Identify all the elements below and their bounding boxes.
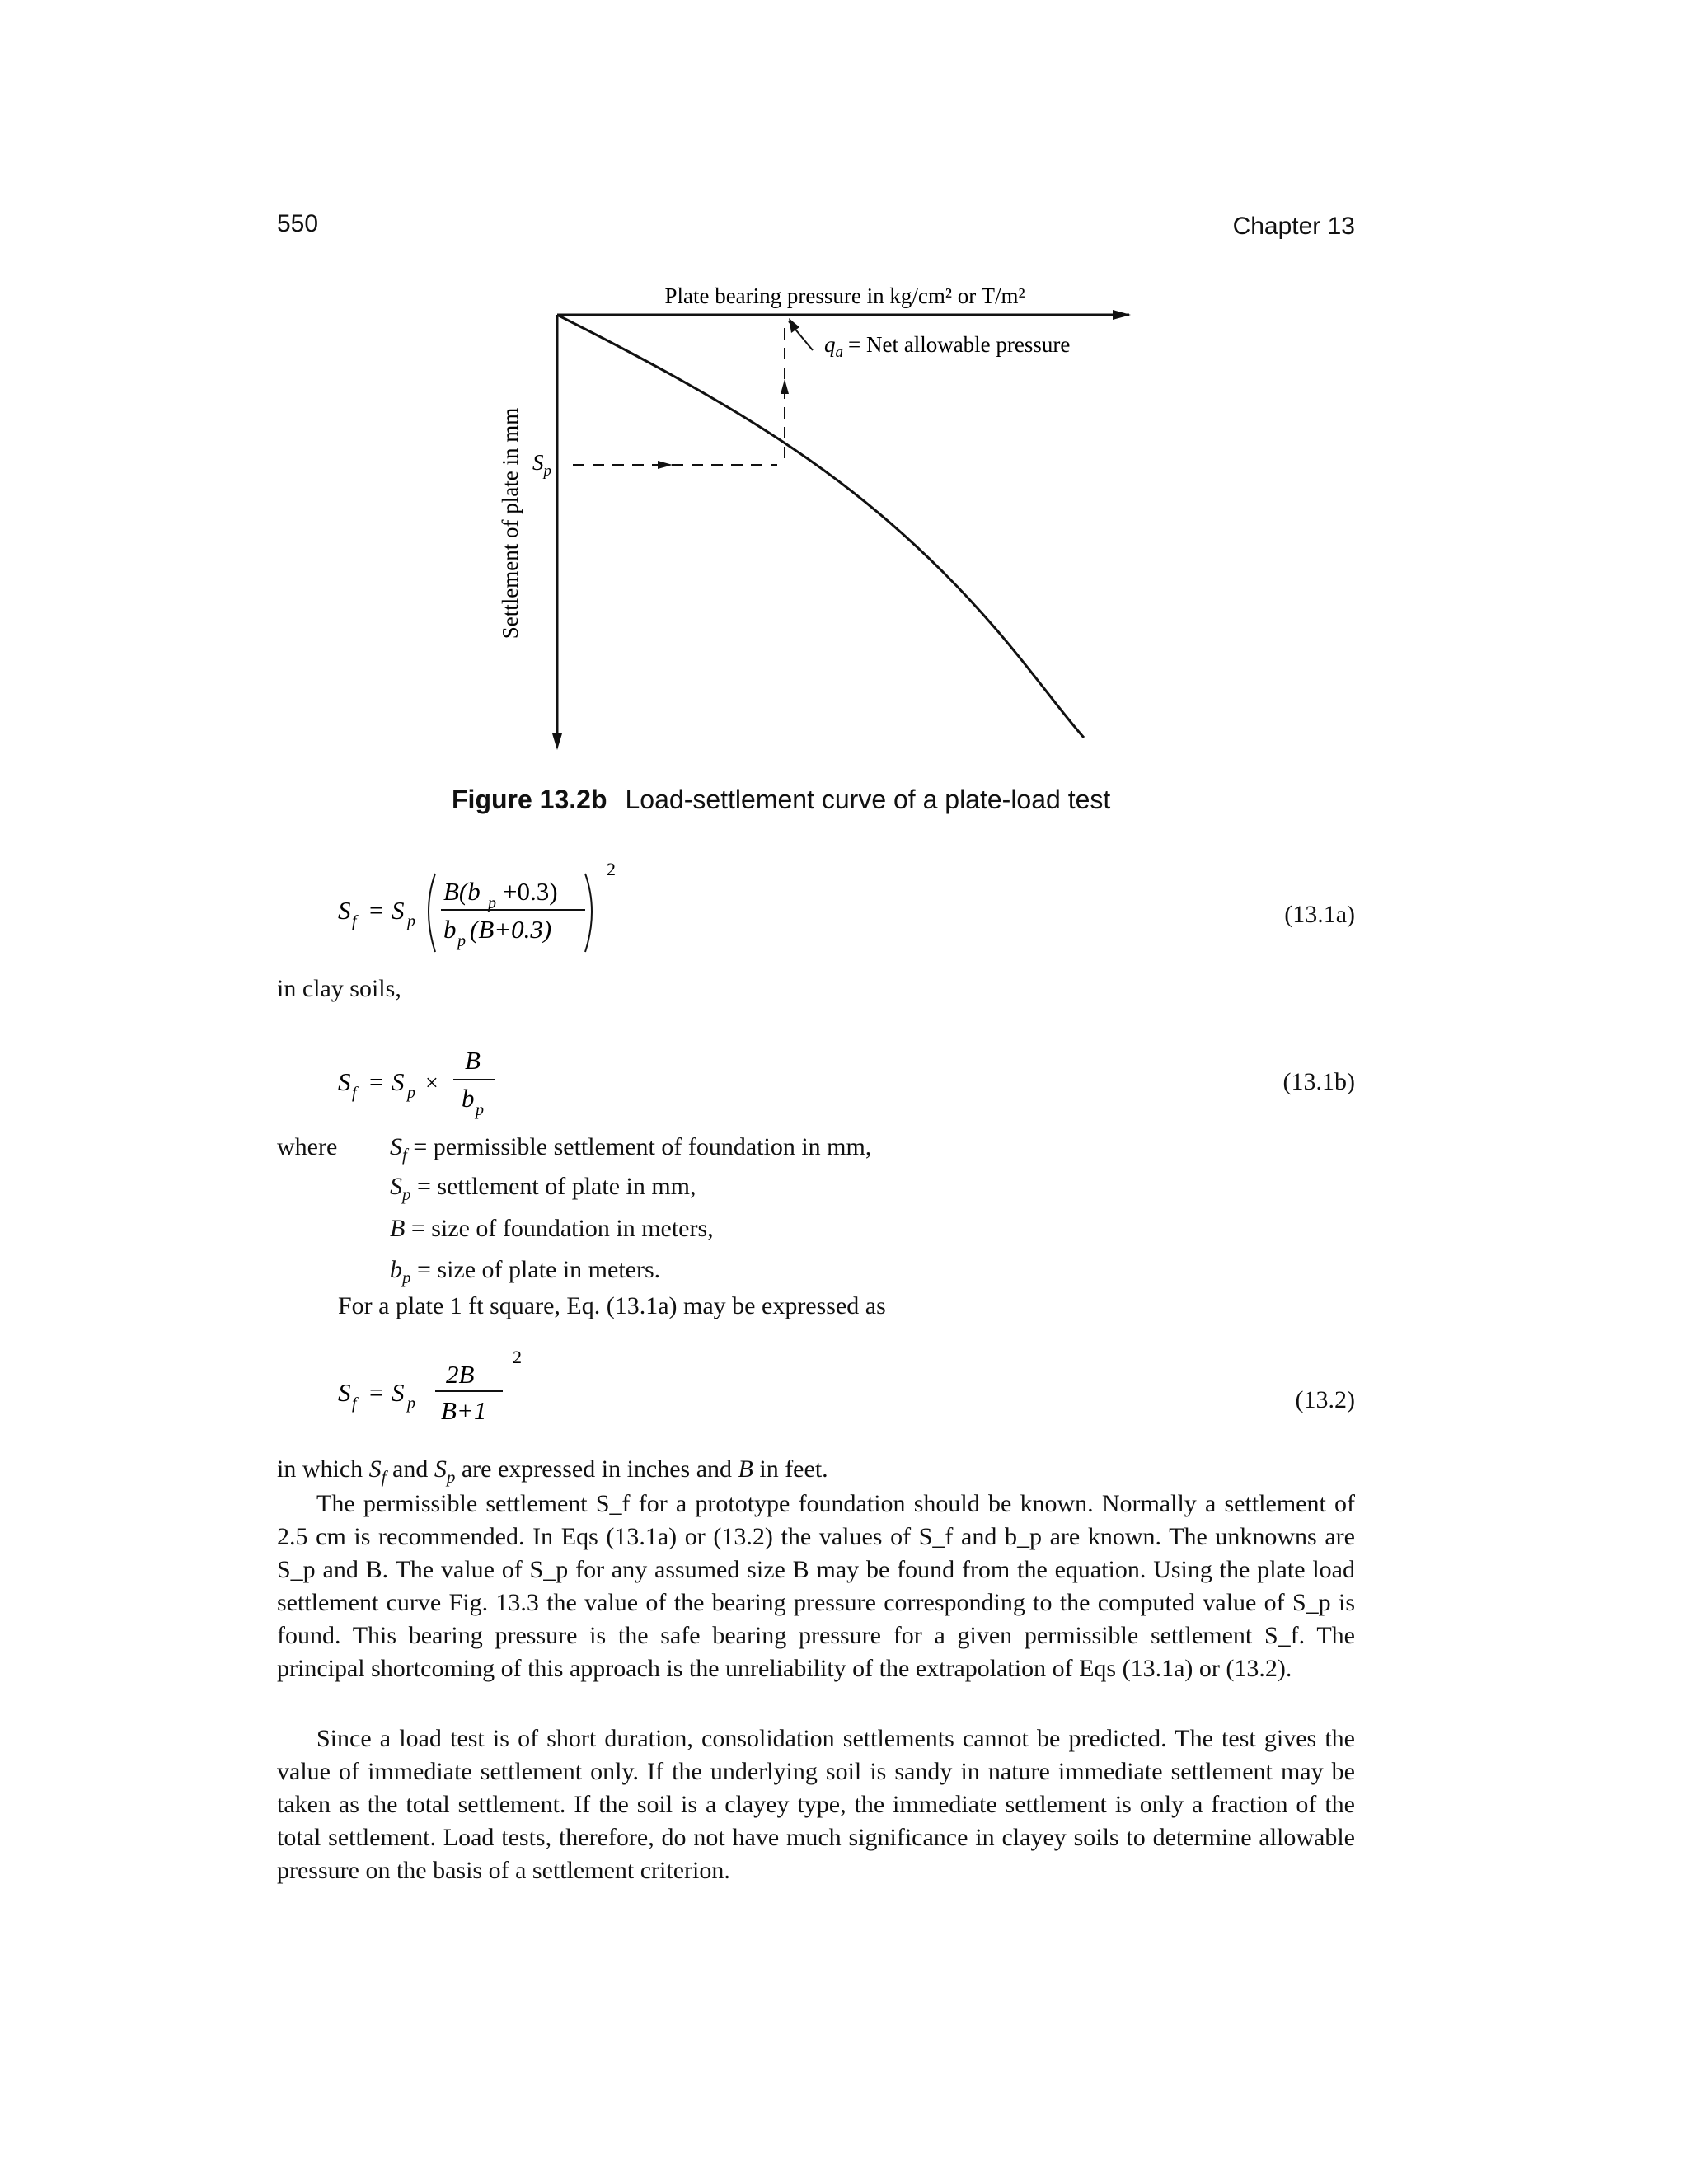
svg-text:f: f: [352, 912, 357, 930]
svg-text:=: =: [369, 1067, 384, 1096]
equation-13-1b: [338, 1034, 536, 1125]
svg-text:=: =: [369, 896, 384, 925]
definition-bp: $b_p$ = size of plate in meters.: [390, 1256, 661, 1287]
definition-sp: $S_p$ = settlement of plate in mm,: [390, 1173, 696, 1204]
svg-text:S: S: [392, 1067, 405, 1096]
svg-text:S: S: [338, 1378, 351, 1407]
svg-text:p: p: [476, 1101, 484, 1119]
eq-13-2-number: (13.2): [1295, 1386, 1355, 1413]
svg-text:p: p: [457, 932, 466, 950]
where-label: where: [277, 1133, 338, 1160]
svg-text:×: ×: [425, 1071, 438, 1096]
svg-text:S: S: [338, 896, 351, 925]
caption-number: Figure 13.2b: [452, 785, 607, 814]
svg-text:B+1: B+1: [441, 1396, 487, 1425]
svg-text:S: S: [392, 896, 405, 925]
svg-text:b: b: [443, 915, 457, 944]
in-which-line: in which $S_f$ and $S_p$ are expressed in inches and B in feet.: [277, 1455, 828, 1487]
svg-text:p: p: [488, 894, 496, 912]
clay-intro: in clay soils,: [277, 975, 401, 1002]
svg-text:S: S: [338, 1067, 351, 1096]
page-number: 550: [277, 210, 319, 237]
sp-label: $S_p$: [532, 450, 551, 480]
svg-text:p: p: [407, 912, 415, 930]
svg-text:(B+0.3): (B+0.3): [470, 915, 552, 944]
svg-text:2B: 2B: [446, 1360, 475, 1389]
chapter-title: Chapter 13: [1232, 213, 1355, 240]
eq-13-1a-number: (13.1a): [1284, 901, 1355, 928]
svg-text:b: b: [462, 1084, 475, 1113]
sp-arrow: [658, 461, 673, 469]
figure-caption: [452, 785, 1110, 815]
load-settlement-curve: [557, 315, 1084, 738]
svg-text:f: f: [352, 1394, 357, 1413]
svg-text:p: p: [407, 1394, 415, 1413]
eq-13-1b-number: (13.1b): [1282, 1068, 1355, 1095]
definition-sf: $S_f$ = permissible settlement of foundation in mm,: [390, 1133, 872, 1165]
svg-text:p: p: [407, 1084, 415, 1102]
plate-sentence: For a plate 1 ft square, Eq. (13.1a) may be expressed as: [338, 1292, 886, 1319]
x-axis-arrow: [1113, 310, 1131, 320]
svg-text:2: 2: [607, 859, 616, 879]
x-axis-label: Plate bearing pressure in kg/cm² or T/m²: [664, 284, 1025, 308]
svg-text:+0.3): +0.3): [503, 877, 558, 906]
y-axis-arrow: [552, 733, 562, 750]
y-axis-label: Settlement of plate in mm: [498, 407, 523, 640]
load-settlement-figure: [462, 272, 1170, 766]
paragraph-2: Since a load test is of short duration, consolidation settlements cannot be predicted. The test gives the value of immediate settlement only. If the underlying soil is sandy in nature immediate settlement may be taken as the total settlement. If the soil is a clayey type, the immediate settlement is only a fraction of the total settlement. Load tests, therefore, do not have much significance in clayey soils to determine allowable pressure on the basis of a settlement criterion.: [277, 1725, 1355, 1884]
svg-text:2: 2: [513, 1347, 522, 1367]
svg-text:=: =: [369, 1378, 384, 1407]
svg-text:f: f: [352, 1084, 357, 1102]
qa-arrow: [781, 379, 789, 394]
qa-pointer-arrow: [789, 318, 799, 333]
svg-text:S: S: [392, 1378, 405, 1407]
svg-text:B: B: [465, 1046, 481, 1075]
svg-text:B(b: B(b: [443, 877, 481, 906]
equation-13-1a: [338, 849, 635, 964]
definition-b: B = size of foundation in meters,: [390, 1215, 714, 1242]
paragraph-1: The permissible settlement S_f for a prototype foundation should be known. Normally a settlement of 2.5 cm is recommended. In Eqs (13.1a) or (13.2) the values of S_f and b_p are known. The unknowns are S_p and B. The value of S_p for any assumed size B may be found from the equation. Using the plate load settlement curve Fig. 13.3 the value of the bearing pressure corresponding to the computed value of S_p is found. This bearing pressure is the safe bearing pressure for a given permissible settlement S_f. The principal shortcoming of this approach is the unreliability of the extrapolation of Eqs (13.1a) or (13.2).: [277, 1490, 1355, 1682]
qa-label: $q_a$ = Net allowable pressure: [824, 332, 1071, 361]
caption-text: Load-settlement curve of a plate-load test: [625, 785, 1111, 814]
equation-13-2: [338, 1343, 552, 1434]
